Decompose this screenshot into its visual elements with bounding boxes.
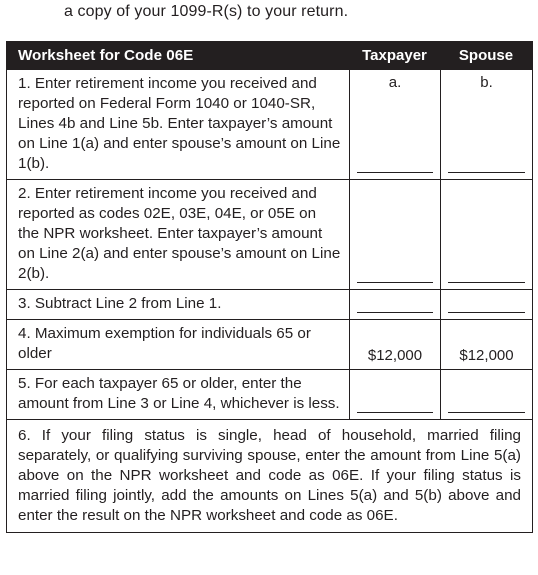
- line-5-text: 5. For each taxpayer 65 or older, enter the amount from Line 3 or Line 4, whichever is less.: [18, 375, 340, 412]
- line-2b-entry[interactable]: [448, 282, 525, 283]
- intro-text: a copy of your 1099-R(s) to your return.: [64, 3, 349, 20]
- worksheet-line-2: [7, 179, 532, 289]
- line-4-spouse-cell: [440, 320, 532, 369]
- line-5b-entry[interactable]: [448, 412, 525, 413]
- line-5a-entry[interactable]: [357, 412, 433, 413]
- line-1a-entry[interactable]: [357, 172, 433, 173]
- line-1-text: 1. Enter retirement income you received and reported on Federal Form 1040 or 1040-SR, Lines 4b and Line 5b. Enter taxpayer’s amount on Line 1(a) and enter spouse’s amount on Line 1(b).: [18, 75, 341, 172]
- line-2-text: 2. Enter retirement income you received and reported as codes 02E, 03E, 04E, or 05E on the NPR worksheet. Enter taxpayer’s amount on Line 2(a) and enter spouse’s amount on Line 2(b).: [18, 185, 341, 282]
- line-2-taxpayer-cell: [349, 180, 440, 289]
- line-3-text: 3. Subtract Line 2 from Line 1.: [18, 295, 222, 312]
- line-1b-entry[interactable]: [448, 172, 525, 173]
- line-3a-entry[interactable]: [357, 312, 433, 313]
- worksheet-line-5: [7, 369, 532, 419]
- column-a-label: a.: [388, 74, 402, 91]
- line-6-text: 6. If your filing status is single, head of household, married filing separately, or qualifying surviving spouse, enter the amount from Line 5(a) above on the NPR worksheet and code as 06E. If your filing status is married filing jointly, add the amounts on Lines 5(a) and 5(b) above and enter the result on the NPR worksheet and code as 06E.: [18, 427, 521, 524]
- worksheet-header: [7, 42, 532, 69]
- line-1-spouse-cell: [440, 70, 532, 179]
- line-4-text: 4. Maximum exemption for individuals 65 or older: [18, 325, 311, 362]
- line-5-taxpayer-cell: [349, 370, 440, 419]
- line-4a-amount: $12,000: [367, 347, 423, 364]
- taxpayer-column-header: Taxpayer: [362, 47, 427, 64]
- line-3b-entry[interactable]: [448, 312, 525, 313]
- line-4b-amount: $12,000: [459, 347, 514, 364]
- worksheet-line-3: [7, 289, 532, 319]
- line-4-taxpayer-cell: [349, 320, 440, 369]
- worksheet-line-1: [7, 69, 532, 179]
- line-1-taxpayer-cell: [349, 70, 440, 179]
- line-2a-entry[interactable]: [357, 282, 433, 283]
- worksheet-title: Worksheet for Code 06E: [18, 46, 194, 64]
- column-b-label: b.: [480, 74, 493, 91]
- line-2-spouse-cell: [440, 180, 532, 289]
- line-5-spouse-cell: [440, 370, 532, 419]
- worksheet-line-6: [7, 419, 532, 532]
- spouse-column-header: Spouse: [458, 47, 514, 64]
- line-3-taxpayer-cell: [349, 290, 440, 319]
- worksheet-line-4: [7, 319, 532, 369]
- line-3-spouse-cell: [440, 290, 532, 319]
- worksheet-table: [6, 41, 533, 533]
